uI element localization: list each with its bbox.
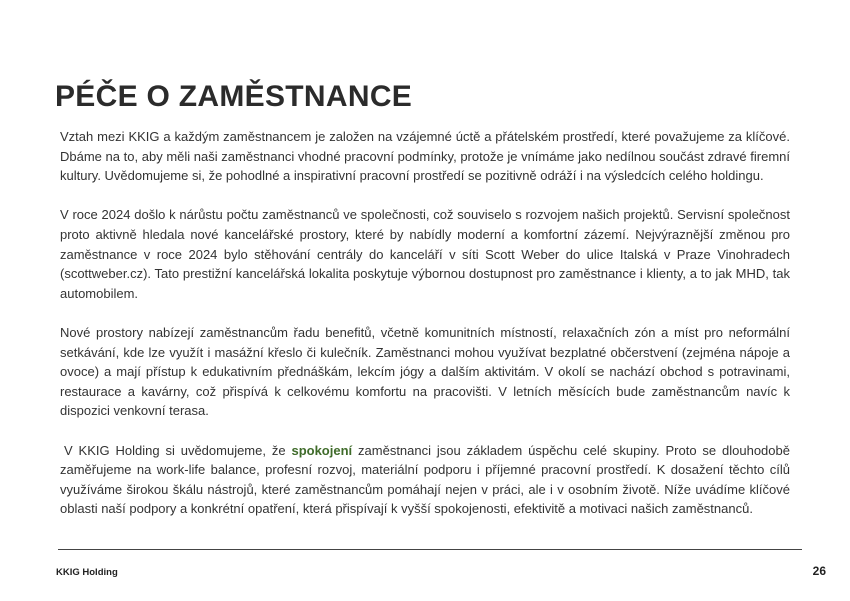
footer-company: KKIG Holding xyxy=(56,567,118,578)
paragraph-4-end: zaměstnanci jsou základem úspěchu celé skupiny. Proto se dlouhodobě zaměřujeme na work-life balance, profesní rozvoj, materiální podporu i příjemné pracovní prostředí. K dosažení těchto cílů využíváme širokou škálu nástrojů, které zaměstnancům pomáhají nejen v práci, ale i v osobním životě. Níže uvádíme klíčové oblasti naší podpory a konkrétní opatření, která přispívají k vyšší spokojenosti, efektivitě a motivaci našich zaměstnanců. xyxy=(60,442,790,517)
paragraph-1: Vztah mezi KKIG a každým zaměstnancem je založen na vzájemné úctě a přátelském prostředí, které považujeme za klíčové. Dbáme na to, aby měli naši zaměstnanci vhodné pracovní podmínky, protože je vnímáme jako nedílnou součást zdravé firemní kultury. Uvědomujeme si, že pohodlné a inspirativní pracovní prostředí se pozitivně odráží i na výsledcích celého holdingu. xyxy=(60,129,790,184)
paragraph-3: Nové prostory nabízejí zaměstnancům řadu benefitů, včetně komunitních místností, relaxačních zón a míst pro neformální setkávání, kde lze využít i masážní křeslo či kulečník. Zaměstnanci mohou využívat bezplatné občerstvení (zejména nápoje a ovoce) a mají přístup k edukativním přednáškám, lekcím jógy a dalším aktivitám. V okolí se nachází obchod s potravinami, restaurace a kavárny, což přispívá k celkovému komfortu na pracovišti. V letních měsících bude zaměstnancům navíc k dispozici venkovní terasa. xyxy=(60,324,790,419)
body-text xyxy=(60,127,790,538)
highlight-word: spokojení xyxy=(291,442,353,458)
footer-divider xyxy=(58,549,802,550)
page-title: PÉČE O ZAMĚSTNANCE xyxy=(55,80,413,113)
paragraph-4-start: V KKIG Holding si uvědomujeme, že xyxy=(64,442,292,458)
paragraph-4 xyxy=(60,441,790,519)
page-number: 26 xyxy=(812,564,826,578)
paragraph-2: V roce 2024 došlo k nárůstu počtu zaměstnanců ve společnosti, což souviselo s rozvojem našich projektů. Servisní společnost proto aktivně hledala nové kancelářské prostory, které by nabídly moderní a komfortní zázemí. Nejvýraznější změnou pro zaměstnance v roce 2024 bylo stěhování centrály do kanceláří v síti Scott Weber do ulice Italská v Praze Vinohradech (scottweber.cz). Tato prestižní kancelářská lokalita poskytuje výbornou dostupnost pro zaměstnance i klienty, a to jak MHD, tak automobilem. xyxy=(60,207,790,301)
